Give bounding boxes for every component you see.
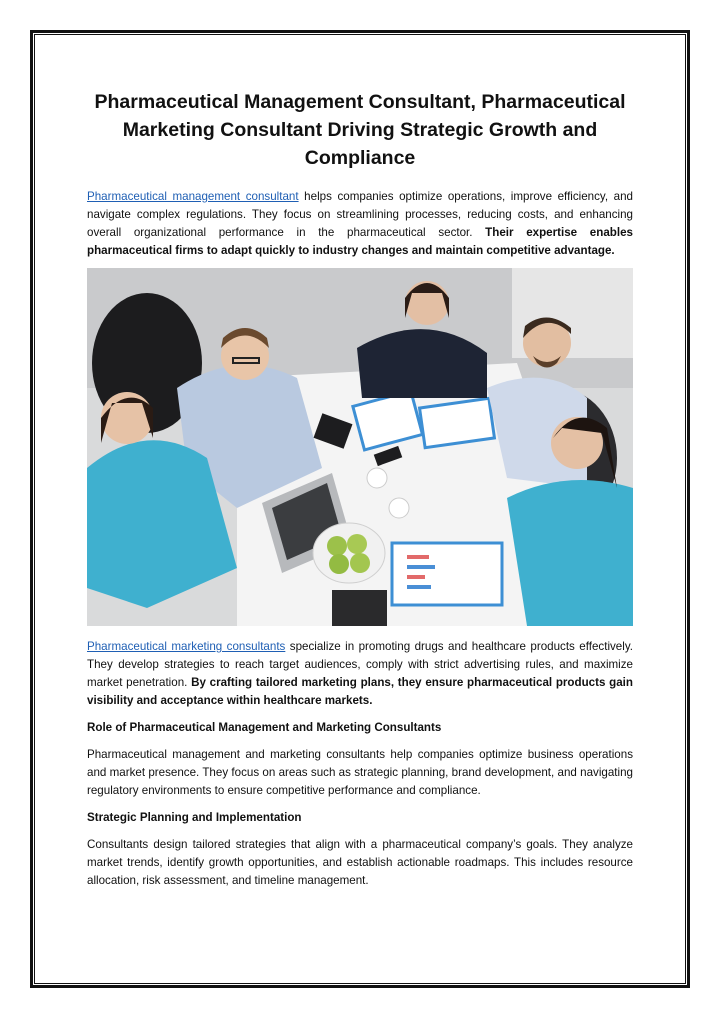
- planning-heading: Strategic Planning and Implementation: [87, 811, 302, 824]
- meeting-photo: [87, 268, 633, 626]
- intro-paragraph: [87, 188, 633, 260]
- planning-paragraph: Consultants design tailored strategies that align with a pharmaceutical company’s goals. They analyze market trends, identify growth opportunities, and establish actionable roadmaps. This includes resource allocation, risk assessment, and timeline management.: [87, 838, 633, 887]
- marketing-text: specialize in promoting drugs and healthcare products effectively. They develop strategies to reach target audiences, comply with strict advertising rules, and maximize market penetration.: [87, 640, 633, 689]
- document-title: Pharmaceutical Management Consultant, Pharmaceutical Marketing Consultant Driving Strategic Growth and Compliance: [94, 91, 626, 169]
- marketing-consultants-link[interactable]: Pharmaceutical marketing consultants: [87, 640, 286, 653]
- role-heading: Role of Pharmaceutical Management and Marketing Consultants: [87, 721, 442, 734]
- role-paragraph: Pharmaceutical management and marketing consultants help companies optimize business operations and market presence. They focus on areas such as strategic planning, brand development, and navigating regulatory environments to ensure competitive performance and compliance.: [87, 748, 633, 797]
- management-consultant-link[interactable]: Pharmaceutical management consultant: [87, 190, 299, 203]
- intro-bold-text: Their expertise enables pharmaceutical firms to adapt quickly to industry changes and maintain competitive advantage.: [87, 226, 633, 257]
- marketing-bold-text: By crafting tailored marketing plans, they ensure pharmaceutical products gain visibility and acceptance within healthcare markets.: [87, 676, 633, 707]
- intro-text: helps companies optimize operations, improve efficiency, and navigate complex regulations. They focus on streamlining processes, reducing costs, and enhancing overall organizational performance in the pharmaceutical sector.: [87, 190, 634, 239]
- document-body: [87, 88, 633, 890]
- marketing-paragraph: [87, 638, 633, 710]
